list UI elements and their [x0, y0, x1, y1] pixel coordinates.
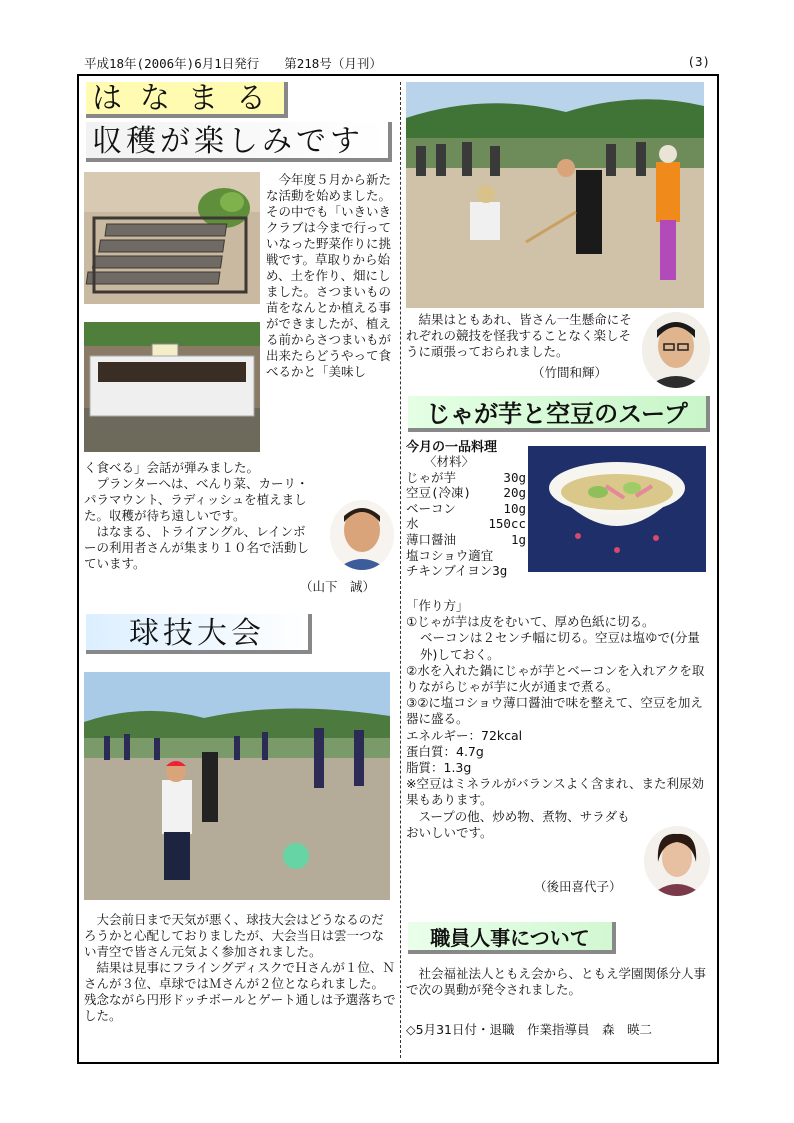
recipe-note-2: スープの他、炒め物、煮物、サラダもおいしいです。	[406, 808, 630, 840]
ingredient-row	[406, 501, 526, 517]
soup-title: じゃが芋と空豆のスープ	[408, 396, 710, 432]
page-header	[84, 54, 710, 72]
kyugi-title: 球技大会	[86, 614, 312, 654]
nutrition-energy: エネルギー：72kcal	[406, 727, 523, 743]
ingredient-row	[406, 548, 526, 564]
series-title: はなまる	[86, 82, 288, 118]
nutrition-protein: 蛋白質：4.7g	[406, 743, 484, 759]
kyugi-line-1: 大会前日まで天気が悪く、球技大会はどうなるのだろうかと心配しておりましたが、大会当日は雲一つない青空で皆さん元気よく参加されました。	[84, 912, 385, 959]
kyugi-line-2: 結果は見事にフライングディスクでＨさんが１位、Ｎさんが３位、卓球ではＭさんが２位となられました。残念ながら円形ドッチボールとゲート通しは予選落ちでした。	[84, 960, 396, 1023]
recipe-steps	[406, 598, 712, 841]
step-1: ①じゃが芋は皮をむいて、厚め色紙に切る。	[406, 614, 655, 630]
portrait-yamashita	[330, 500, 394, 570]
ingredient-row	[406, 485, 526, 501]
portrait-goda	[644, 826, 710, 896]
staff-paragraph: 社会福祉法人ともえ会から、ともえ学園関係分人事で次の異動が発令されました。	[406, 966, 707, 997]
gateball-photo	[406, 82, 704, 308]
ingredient-row	[406, 532, 526, 548]
harvest-line-3: はなまる、トライアングル、レインボーの利用者さんが集まり１０名で活動しています。	[84, 524, 310, 571]
ingredient-amount: 30g	[503, 469, 526, 485]
step-2: ②水を入れた鍋にじゃが芋とベーコンを入れアクを取りながらじゃが芋に火が通まで煮る。	[406, 662, 705, 695]
recipe-note: ※空豆はミネラルがバランスよく含まれ、また利尿効果もあります。	[406, 776, 704, 808]
harvest-title: 収穫が楽しみです	[86, 122, 392, 162]
harvest-line-1: く食べる」会話が弾みました。	[84, 460, 260, 475]
portrait-takema	[642, 312, 710, 388]
harvest-line-2: プランターへは、べんり菜、カーリ・パラマウント、ラディッシュを植えました。収穫が待ち遠しいです。	[84, 476, 309, 523]
ingredient-name: 水	[406, 516, 419, 532]
step-1b: ベーコンは２センチ幅に切る。空豆は塩ゆで(分量外)しておく。	[420, 630, 700, 662]
nutrition-fat: 脂質：1.3g	[406, 760, 472, 776]
ingredient-name: 空豆(冷凍)	[406, 485, 472, 501]
ingredient-amount: 10g	[503, 500, 526, 516]
gateball-caption: 結果はともあれ、皆さん一生懸命にそれぞれの競技を怪我することなく楽しそうに頑張っておられました。	[406, 312, 632, 359]
menu-heading: 今月の一品料理	[406, 440, 498, 455]
ingredient-row	[406, 563, 526, 579]
ingredient-row	[406, 470, 526, 486]
ingredient-name: じゃが芋	[406, 469, 457, 485]
step-3: ③②に塩コショウ薄口醤油で味を整えて、空豆を加え器に盛る。	[406, 695, 703, 727]
planter-photo	[84, 322, 260, 452]
ingredient-list	[406, 454, 526, 579]
issue-info: 平成18年(2006年)6月1日発行 第218号（月刊）	[84, 56, 382, 71]
page-number: (3)	[687, 54, 710, 69]
ingredient-row	[406, 516, 526, 532]
kyugi-signature: （竹間和輝）	[532, 365, 608, 380]
ingredient-name: ベーコン	[406, 500, 457, 516]
soup-signature: （後田喜代子）	[534, 879, 622, 894]
kyugi-paragraph	[84, 912, 396, 1024]
ingredient-amount: 150cc	[488, 516, 526, 532]
ingredient-name: チキンブイヨン3g	[406, 563, 508, 579]
soup-photo	[528, 446, 706, 572]
harvest-signature: （山下 誠）	[300, 579, 376, 594]
ingredient-amount: 1g	[510, 531, 526, 547]
column-divider	[400, 82, 401, 1058]
staff-title: 職員人事について	[408, 922, 616, 954]
ingredient-name: 薄口醤油	[406, 531, 457, 547]
ingredient-amount: 20g	[503, 485, 526, 501]
harvest-paragraph-1: 今年度５月から新たな活動を始めました。その中でも「いきいきクラブは今まで行っていなった野菜作りに挑戦です。草取りから始め、土を作り、畑にしました。さつまいもの苗をなんとか植える事ができましたが、植える前からさつまいもが出来たらどうやって食べるかと「美味し	[266, 172, 392, 379]
materials-label: 〈材料〉	[424, 454, 475, 469]
ball-game-photo	[84, 672, 390, 900]
field-photo	[84, 172, 260, 304]
howto-label: 「作り方」	[406, 598, 469, 613]
staff-item: ◇5月31日付・退職 作業指導員 森 暎二	[406, 1022, 652, 1037]
ingredient-name: 塩コショウ適宜	[406, 547, 494, 563]
